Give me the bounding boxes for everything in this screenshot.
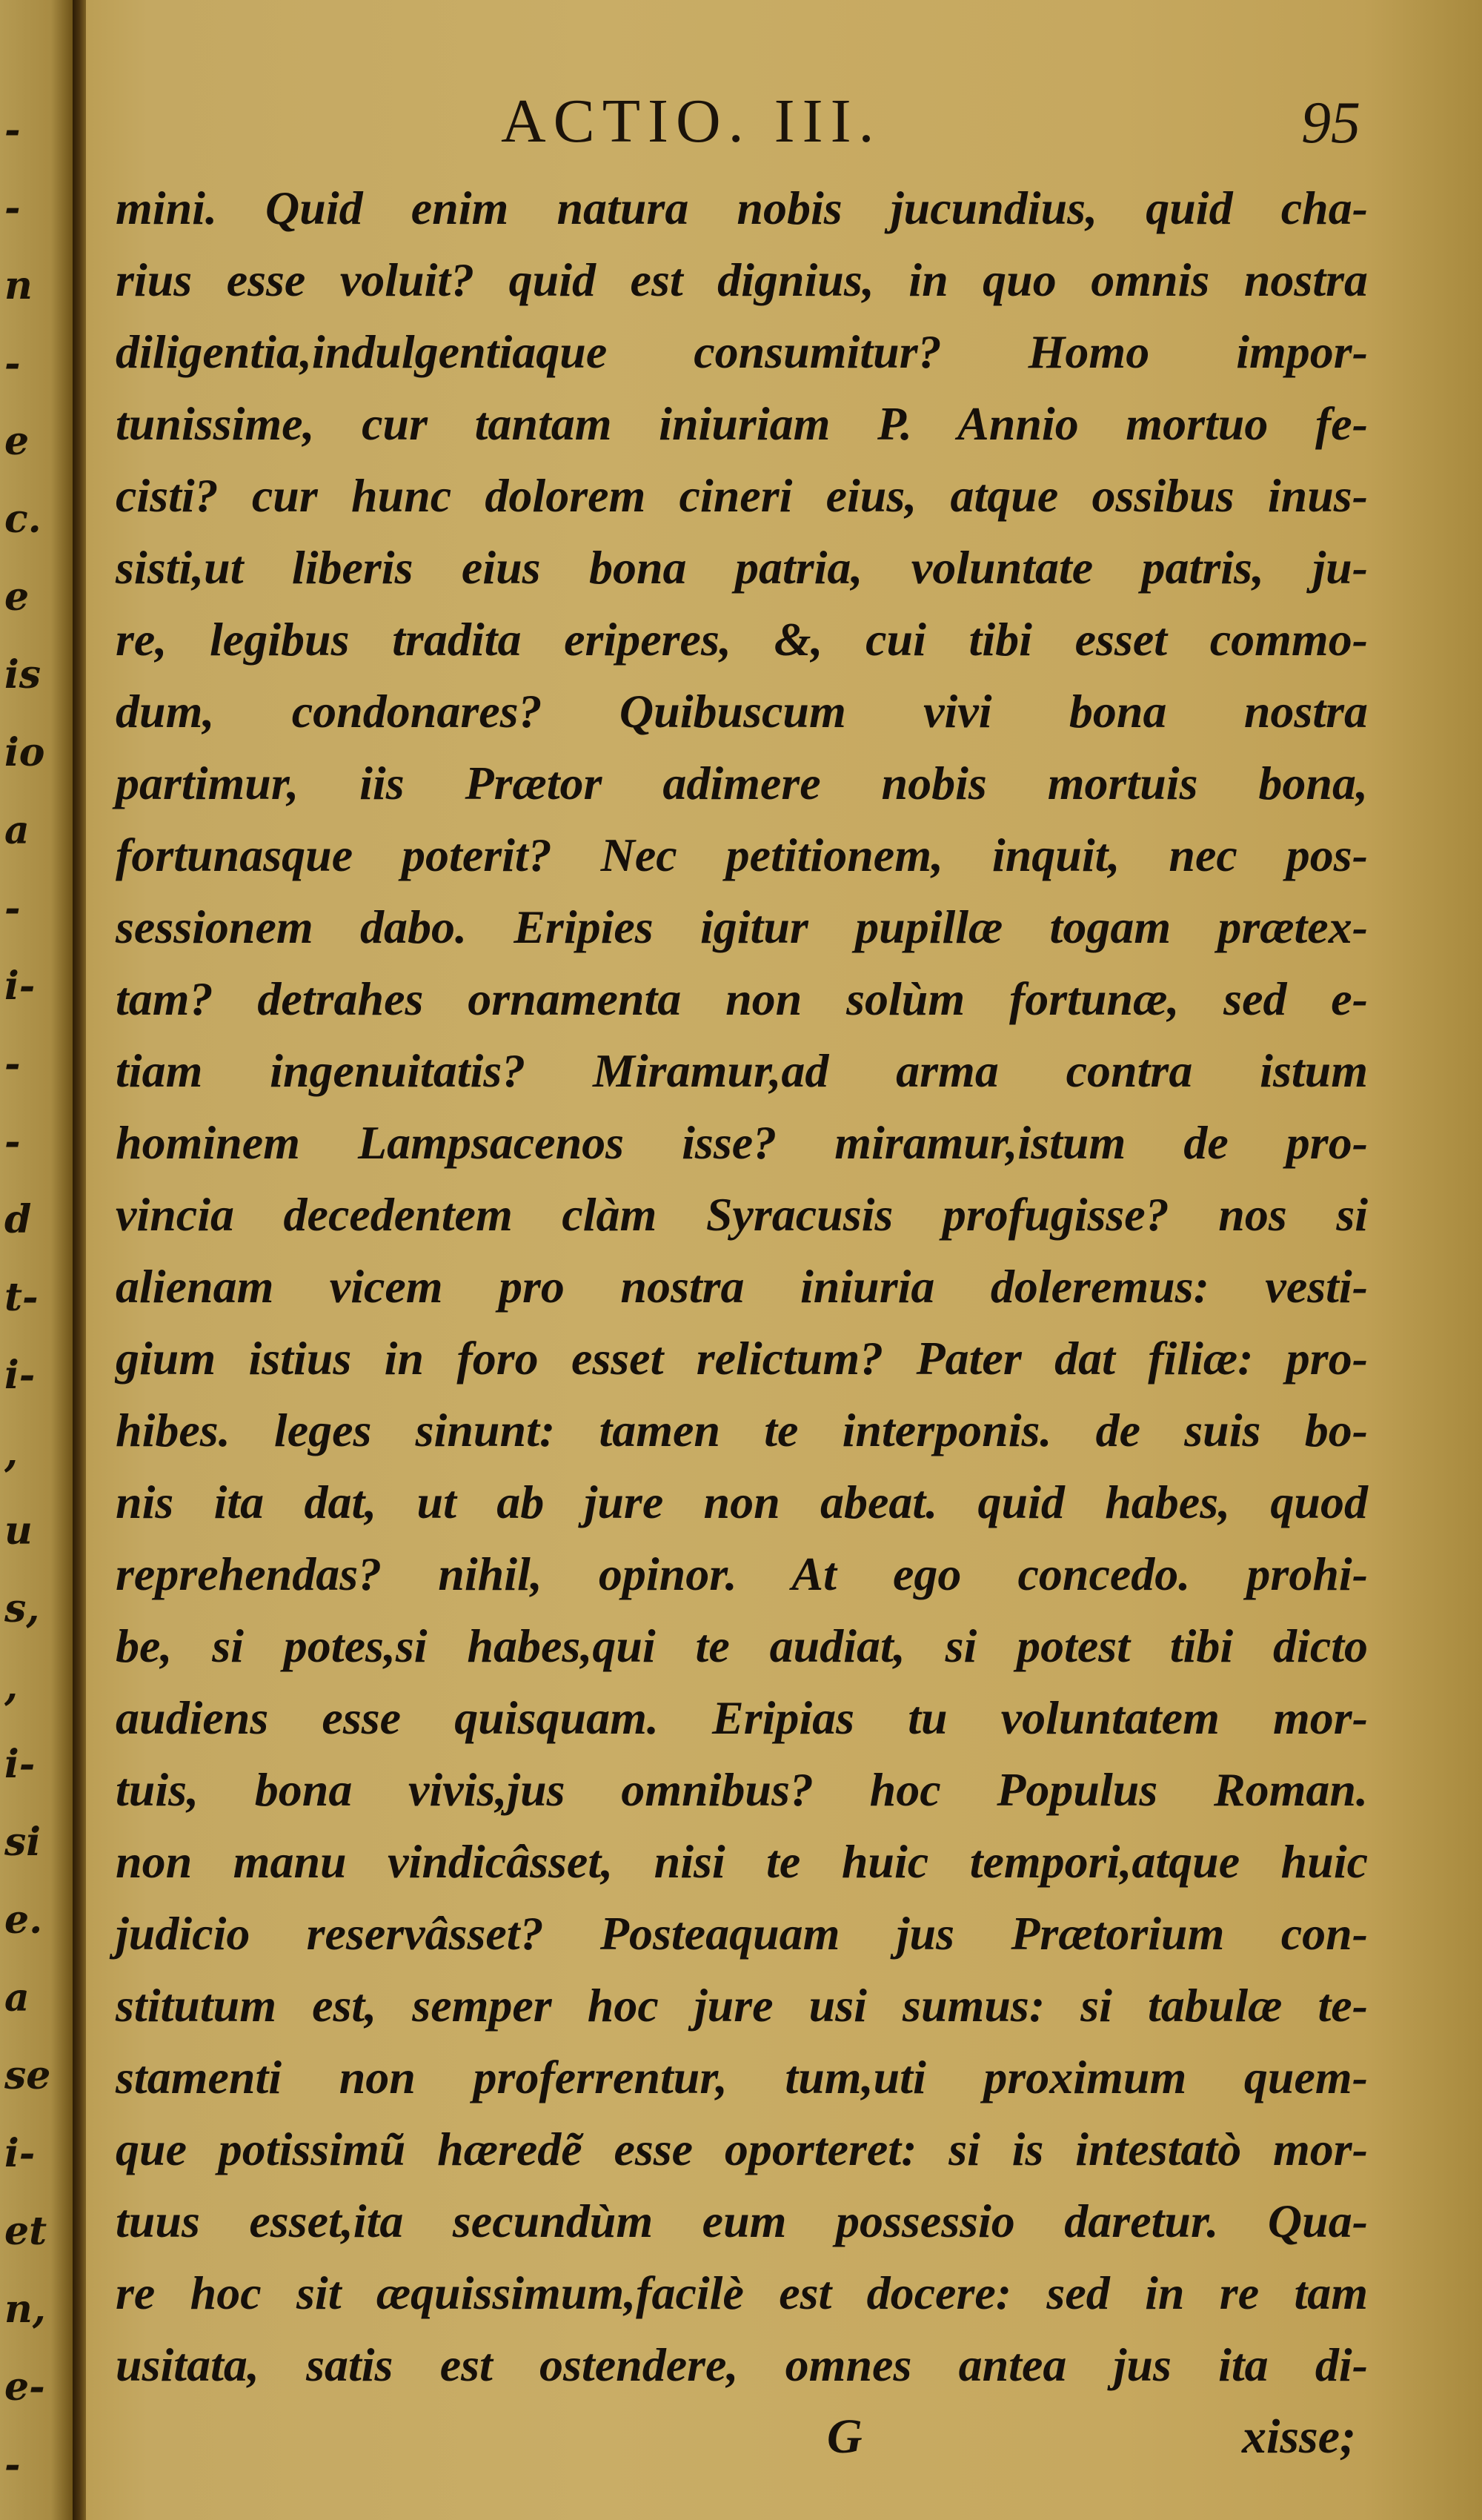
text-line: hominem Lampsacenos isse? miramur,istum de pro- [116,1116,1368,1169]
previous-page-fragment: - [4,341,21,386]
text-line: alienam vicem pro nostra iniuria doleremus: vesti- [116,1260,1368,1313]
previous-page-fragment: , [4,1430,19,1476]
previous-page-fragment: - [4,886,21,931]
previous-page-fragment: s, [4,1586,40,1631]
previous-page-fragment: e- [4,2364,45,2410]
binding-gutter [73,0,86,2520]
text-line: stamenti non proferrentur, tum,uti proximum quem- [116,2051,1368,2103]
previous-page-fragment: c. [4,497,41,542]
text-line: gium istius in foro esset relictum? Pater dat filiæ: pro- [116,1332,1368,1385]
text-line: dum, condonares? Quibuscum vivi bona nostra [116,685,1368,737]
text-line: vincia decedentem clàm Syracusis profugisse? nos si [116,1188,1368,1241]
previous-page-fragment: e. [4,1897,43,1943]
previous-page-fragment: - [4,1119,21,1164]
previous-page-fragment: a [4,1975,30,2020]
previous-page-fragment: - [4,1041,21,1087]
previous-page-fragment: n [4,263,33,308]
previous-page-fragment: i- [4,1353,36,1398]
page [86,0,1482,2520]
previous-page-fragment: et [4,2209,47,2254]
running-head [86,85,1360,159]
previous-page-fragment: e [4,574,30,620]
text-line: non manu vindicâsset, nisi te huic tempori,atque huic [116,1835,1368,1888]
previous-page-fragment: - [4,185,21,231]
text-line: be, si potes,si habes,qui te audiat, si potest tibi dicto [116,1619,1368,1672]
previous-page-fragment: , [4,1664,19,1709]
signature-mark: G [827,2410,863,2464]
text-line: tiam ingenuitatis? Miramur,ad arma contra istum [116,1044,1368,1097]
text-line: nis ita dat, ut ab jure non abeat. quid habes, quod [116,1476,1368,1528]
text-line: que potissimũ hæredẽ esse oporteret: si is intestatò mor- [116,2123,1368,2175]
previous-page-fragment: n, [4,2287,46,2332]
previous-page-fragment: i- [4,1742,36,1787]
text-line: partimur, iis Prætor adimere nobis mortuis bona, [116,757,1368,809]
previous-page-fragment: se [4,2053,51,2098]
running-head-title: ACTIO. III. [501,87,882,156]
previous-page-fragment: - [4,107,21,153]
text-line: audiens esse quisquam. Eripias tu voluntatem mor- [116,1691,1368,1744]
text-line: re, legibus tradita eriperes, &, cui tibi esset commo- [116,613,1368,666]
text-line: tuus esset,ita secundùm eum possessio daretur. Qua- [116,2195,1368,2247]
text-line: tam? detrahes ornamenta non solùm fortunæ, sed e- [116,972,1368,1025]
previous-page-fragment: i- [4,964,36,1009]
text-line: tuis, bona vivis,jus omnibus? hoc Populus Roman. [116,1763,1368,1816]
text-line: tunissime, cur tantam iniuriam P. Annio mortuo fe- [116,397,1368,450]
previous-page-fragment: t- [4,1275,39,1320]
text-line: reprehendas? nihil, opinor. At ego concedo. prohi- [116,1548,1368,1600]
text-line: judicio reservâsset? Posteaquam jus Prætorium con- [116,1907,1368,1960]
text-line: cisti? cur hunc dolorem cineri eius, atque ossibus inus- [116,469,1368,522]
text-line: sisti,ut liberis eius bona patria, voluntate patris, ju- [116,541,1368,594]
previous-page-fragment: si [4,1820,41,1865]
text-line: fortunasque poterit? Nec petitionem, inquit, nec pos- [116,829,1368,881]
text-line: stitutum est, semper hoc jure usi sumus: si tabulæ te- [116,1979,1368,2032]
previous-page-edge [0,0,73,2520]
previous-page-fragment: is [4,652,41,697]
text-line: rius esse voluit? quid est dignius, in quo omnis nostra [116,253,1368,306]
previous-page-fragment: d [4,1197,32,1242]
previous-page-fragment: a [4,808,30,853]
text-line: re hoc sit æquissimum,facilè est docere: sed in re tam [116,2267,1368,2319]
previous-page-fragment: - [4,2442,21,2487]
previous-page-fragment: u [4,1508,33,1554]
text-line: diligentia,indulgentiaque consumitur? Homo impor- [116,325,1368,378]
page-number: 95 [1301,90,1360,156]
text-line: usitata, satis est ostendere, omnes antea jus ita di- [116,2338,1368,2391]
text-line: sessionem dabo. Eripies igitur pupillæ togam prætex- [116,901,1368,953]
catchword: xisse; [1242,2410,1356,2464]
previous-page-fragment: i- [4,2131,36,2176]
previous-page-fragment: io [4,730,45,775]
text-line: mini. Quid enim natura nobis jucundius, quid cha- [116,182,1368,234]
text-line: hibes. leges sinunt: tamen te interponis. de suis bo- [116,1404,1368,1456]
previous-page-fragment: e [4,419,30,464]
